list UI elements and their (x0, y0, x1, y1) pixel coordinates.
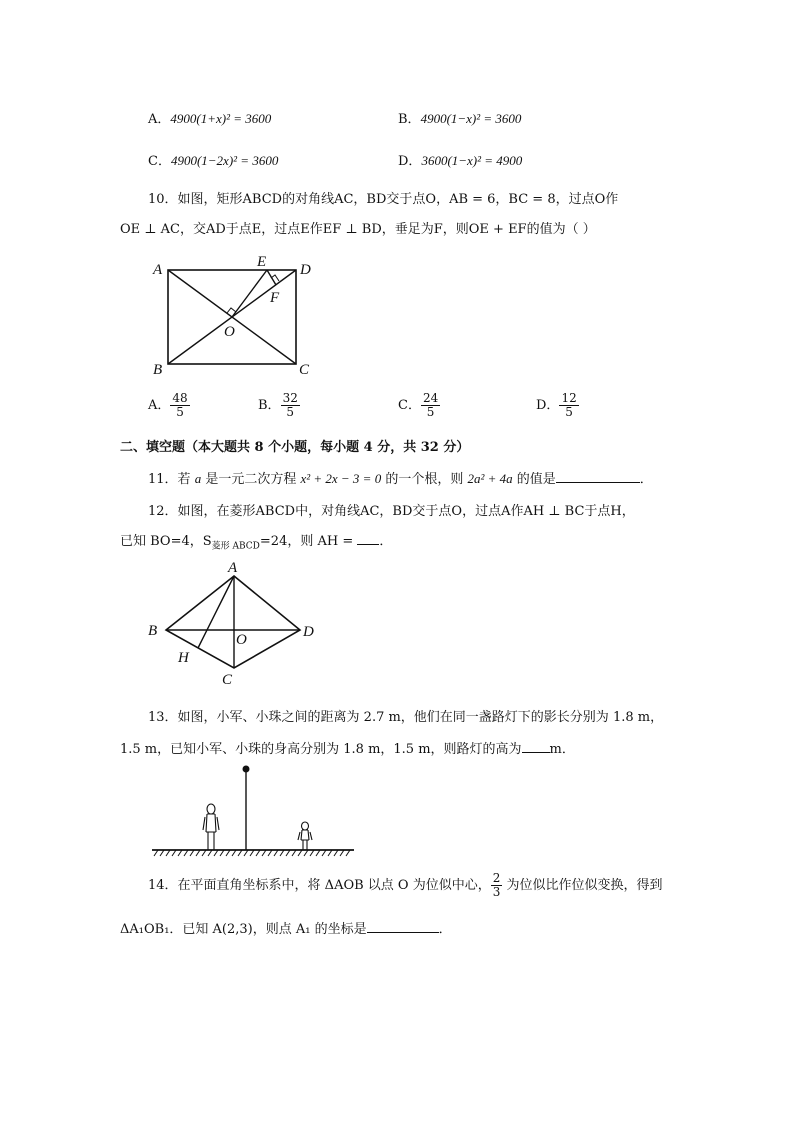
frac-num: 48 (172, 391, 188, 405)
q9-option-b-expr: 4900(1−x)² = 3600 (420, 111, 522, 126)
q10-option-c-label: C． (398, 398, 421, 413)
q9-option-b-label: B． (398, 112, 421, 127)
frac-den: 5 (426, 405, 435, 419)
q13-line2-a: 1.5 m，已知小军、小珠的身高分别为 1.8 m，1.5 m，则路灯的高为 (120, 742, 522, 757)
lamp-bulb (243, 766, 250, 773)
q9-option-d-label: D． (398, 154, 422, 169)
q14-frac-num: 2 (492, 871, 501, 885)
label-c: C (299, 362, 310, 378)
q10-option-a-label: A． (148, 398, 171, 413)
right-angle-o (227, 308, 236, 313)
frac-den: 5 (176, 405, 184, 419)
label-a: A (228, 560, 238, 576)
q11-text-b: 是一元二次方程 (201, 472, 301, 487)
section-2-title: 二、填空题（本大题共 8 个小题，每小题 4 分，共 32 分） (120, 440, 470, 455)
label-o: O (236, 632, 247, 648)
q10-option-a (148, 392, 190, 419)
label-a: A (153, 262, 163, 278)
label-b: B (148, 623, 158, 639)
q11-var-a: a (194, 471, 202, 486)
seg-ah (198, 576, 234, 648)
q11-text-c: 的一个根，则 (381, 472, 468, 487)
q9-option-d (398, 150, 522, 169)
q11-text-d: 的值是 (512, 472, 556, 487)
seg-oe (232, 270, 267, 317)
q14-line1 (148, 872, 663, 899)
q10-option-d-frac (559, 392, 578, 419)
q11 (148, 468, 653, 487)
q12-line2-end: ． (379, 534, 393, 549)
q14-frac-den: 3 (492, 885, 501, 899)
q12-line2-b: =24，则 AH = (259, 534, 358, 549)
q12-answer-blank[interactable] (357, 532, 379, 545)
q14-line2-end: ． (438, 922, 452, 937)
frac-num: 32 (282, 391, 298, 405)
q14-line1-b: 为位似比作位似变换，得到 (502, 878, 663, 893)
q9-option-c (148, 150, 278, 169)
q9-option-d-expr: 3600(1−x)² = 4900 (421, 153, 523, 168)
q12-rhombus-figure (140, 558, 330, 690)
q12-subscript: 菱形 ABCD (211, 541, 260, 552)
q11-answer-blank[interactable] (556, 470, 640, 483)
q9-option-b (398, 108, 521, 127)
q10-line2: OE ⊥ AC，交AD于点E，过点E作EF ⊥ BD，垂足为F，则OE + EF的值为（ ） (120, 222, 596, 237)
ground-hatching (154, 850, 350, 856)
label-h: H (178, 650, 189, 666)
q9-option-a (148, 108, 271, 127)
q12-line2 (120, 530, 392, 552)
q13-answer-blank[interactable] (522, 740, 550, 753)
q13-streetlight-figure (148, 762, 360, 862)
q10-option-c (398, 392, 440, 419)
q11-expression: 2a² + 4a (467, 471, 513, 486)
q14-answer-blank[interactable] (367, 920, 439, 933)
label-d: D (300, 262, 311, 278)
frac-den: 5 (565, 405, 573, 419)
q14-line2-a: ΔA₁OB₁．已知 A(2,3)，则点 A₁ 的坐标是 (120, 922, 367, 937)
q10-line1: 10．如图，矩形ABCD的对角线AC，BD交于点O，AB = 6，BC = 8，过点O作 (148, 192, 619, 207)
person-xiaozhu (298, 822, 312, 850)
q9-option-c-label: C． (148, 154, 171, 169)
label-b: B (153, 362, 163, 378)
label-f: F (270, 290, 280, 306)
q14-line2 (120, 918, 452, 937)
q14-frac (491, 872, 503, 899)
q10-option-b-frac (281, 392, 300, 419)
q10-option-a-frac (170, 392, 189, 419)
q10-option-b (258, 392, 300, 419)
frac-num: 24 (422, 391, 439, 405)
q11-equation: x² + 2x − 3 = 0 (300, 471, 382, 486)
q12-line2-a: 已知 BO=4，S (120, 534, 212, 549)
q13-line2 (120, 738, 575, 757)
label-e: E (257, 254, 267, 270)
q9-option-a-label: A． (148, 112, 171, 127)
label-o: O (224, 324, 235, 340)
label-d: D (303, 624, 314, 640)
q13-line1: 13．如图，小军、小珠之间的距离为 2.7 m，他们在同一盏路灯下的影长分别为 1.8 m， (148, 710, 664, 725)
frac-num: 12 (561, 391, 577, 405)
label-c: C (222, 672, 233, 688)
q10-option-d-label: D． (536, 398, 560, 413)
q12-line1: 12．如图，在菱形ABCD中，对角线AC，BD交于点O，过点A作AH ⊥ BC于点H， (148, 504, 635, 519)
q11-text-a: 11．若 (148, 472, 195, 487)
q10-option-d (536, 392, 579, 419)
q13-line2-b: m． (549, 742, 575, 757)
q9-option-a-expr: 4900(1+x)² = 3600 (170, 111, 272, 126)
person-xiaojun (203, 804, 219, 850)
q14-line1-a: 14．在平面直角坐标系中，将 ΔAOB 以点 O 为位似中心， (148, 878, 491, 893)
q10-option-c-frac (421, 392, 440, 419)
q10-option-b-label: B． (258, 398, 281, 413)
frac-den: 5 (286, 405, 295, 419)
q10-rectangle-figure (148, 250, 323, 380)
q9-option-c-expr: 4900(1−2x)² = 3600 (170, 153, 279, 168)
q11-end: ． (639, 472, 653, 487)
